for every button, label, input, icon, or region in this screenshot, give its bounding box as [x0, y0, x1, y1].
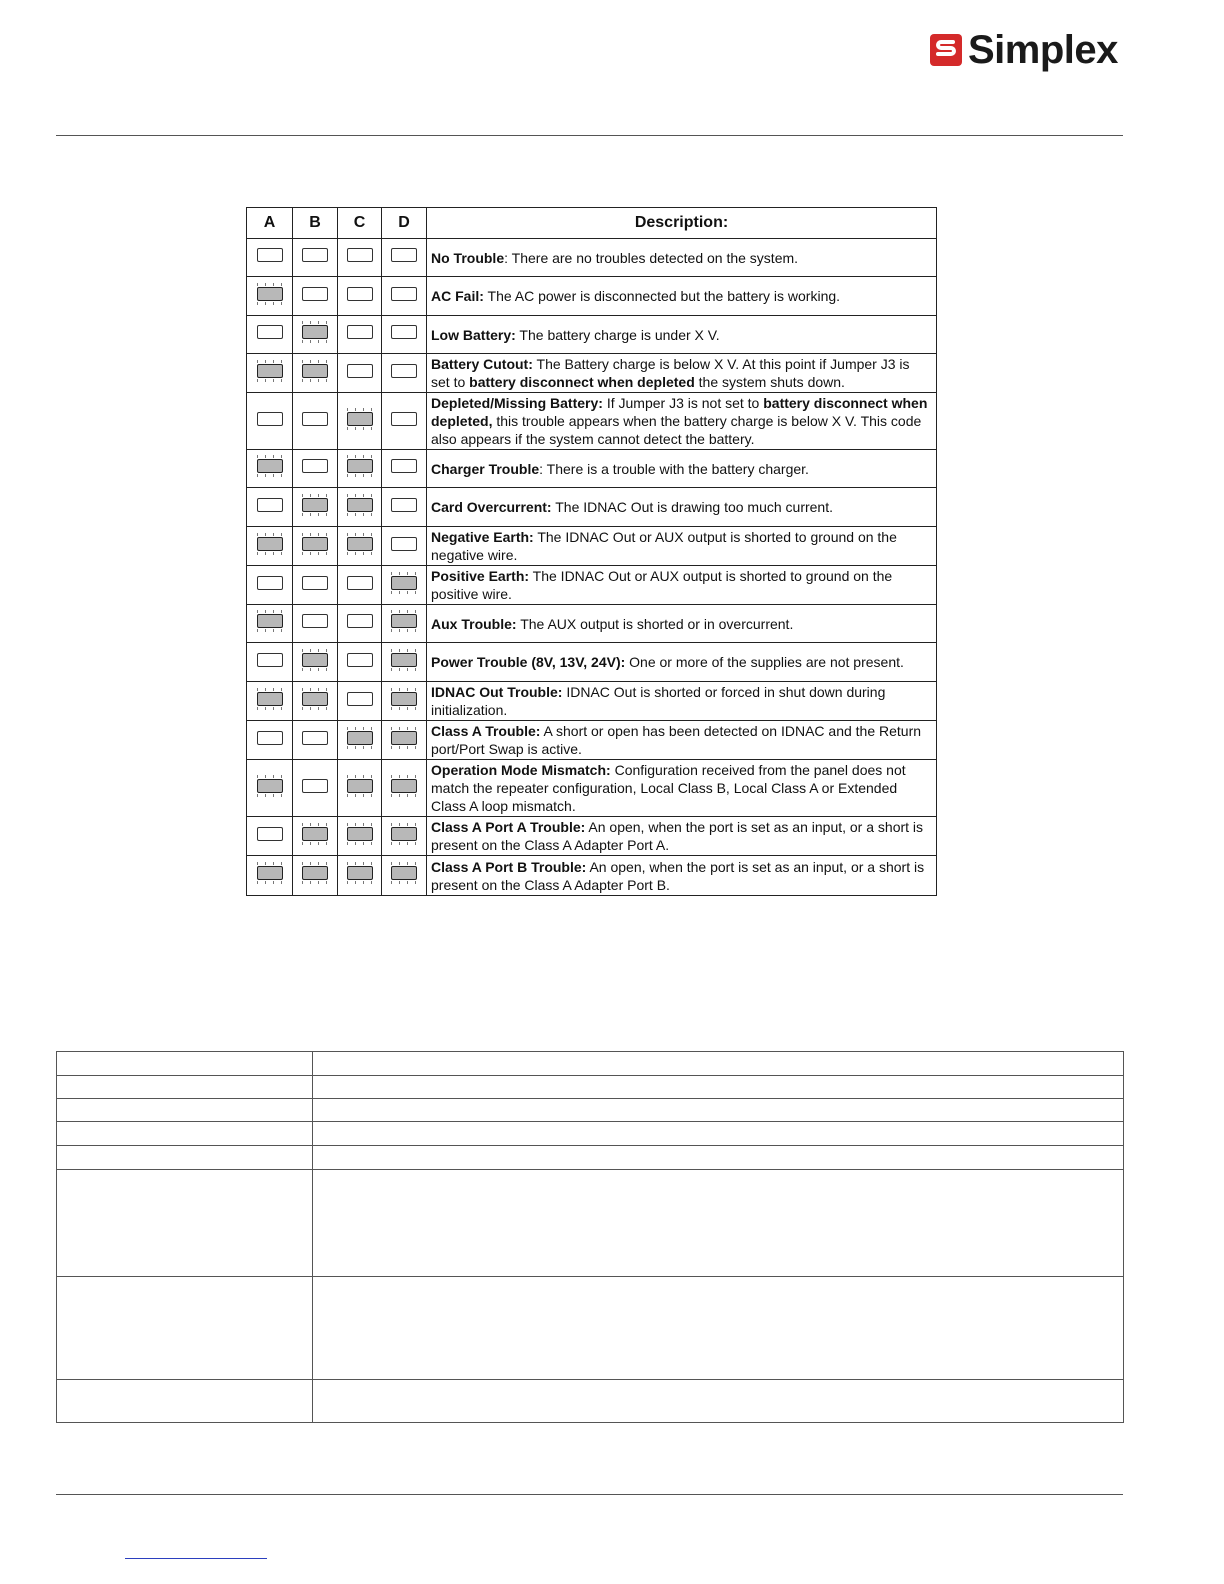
led-cell [338, 643, 382, 682]
trouble-title: Positive Earth: [431, 568, 530, 584]
led-off-icon [347, 692, 373, 706]
trouble-text: The IDNAC Out is drawing too much current. [551, 499, 834, 515]
led-off-icon [302, 287, 328, 301]
description-cell [427, 354, 937, 393]
led-cell [338, 817, 382, 856]
led-cell [293, 354, 338, 393]
trouble-title: Low Battery: [431, 326, 516, 343]
led-cell [382, 239, 427, 277]
table-row [247, 817, 937, 856]
trouble-emphasis: battery disconnect when depleted [469, 374, 695, 390]
led-off-icon [347, 325, 373, 339]
empty-spec-table [56, 1051, 1124, 1423]
led-cell [247, 721, 293, 760]
trouble-text: If Jumper J3 is not set to [602, 395, 764, 411]
description-cell [427, 760, 937, 817]
led-cell [382, 682, 427, 721]
column-header-description: Description: [427, 208, 937, 239]
led-off-icon [257, 576, 283, 590]
trouble-title: Power Trouble (8V, 13V, 24V): [431, 654, 626, 670]
table-row [247, 488, 937, 527]
description-cell [427, 605, 937, 643]
led-off-icon [257, 325, 283, 339]
led-cell [293, 450, 338, 488]
table-row [57, 1122, 1124, 1146]
led-cell [293, 605, 338, 643]
logo-text: Simplex [968, 28, 1118, 72]
led-flashing-icon [347, 537, 373, 551]
led-off-icon [257, 653, 283, 667]
led-cell [338, 605, 382, 643]
led-flashing-icon [391, 614, 417, 628]
table-row [247, 316, 937, 354]
table-cell [57, 1380, 313, 1423]
table-row [247, 277, 937, 316]
led-cell [293, 817, 338, 856]
led-flashing-icon [302, 364, 328, 378]
trouble-title: IDNAC Out Trouble: [431, 684, 563, 700]
led-off-icon [347, 576, 373, 590]
led-flashing-icon [347, 459, 373, 473]
trouble-title: No Trouble [431, 249, 505, 266]
led-cell [382, 817, 427, 856]
footer-link-underline[interactable] [125, 1558, 267, 1559]
table-cell [57, 1052, 313, 1076]
led-flashing-icon [257, 459, 283, 473]
table-row [247, 354, 937, 393]
description-cell [427, 817, 937, 856]
led-flashing-icon [257, 287, 283, 301]
led-cell [247, 488, 293, 527]
trouble-text: One or more of the supplies are not present. [625, 654, 904, 670]
led-cell [293, 566, 338, 605]
description-cell [427, 393, 937, 450]
led-trouble-table [246, 207, 937, 896]
description-cell [427, 450, 937, 488]
trouble-title: Operation Mode Mismatch: [431, 762, 611, 778]
trouble-text-continued: the system shuts down. [694, 374, 845, 390]
led-cell [382, 721, 427, 760]
description-cell [427, 316, 937, 354]
table-row [57, 1380, 1124, 1423]
description-cell [427, 527, 937, 566]
description-cell [427, 277, 937, 316]
header-divider [56, 135, 1123, 136]
led-cell [247, 354, 293, 393]
led-off-icon [347, 248, 373, 262]
led-cell [382, 566, 427, 605]
led-off-icon [302, 459, 328, 473]
table-row [247, 393, 937, 450]
table-cell [57, 1170, 313, 1277]
led-cell [247, 277, 293, 316]
led-cell [338, 527, 382, 566]
led-cell [247, 450, 293, 488]
led-cell [338, 566, 382, 605]
led-off-icon [257, 827, 283, 841]
trouble-text: An open, when the port is set as an input, or a short is present on the Class A Adapter Port B. [431, 858, 925, 893]
trouble-title: Depleted/Missing Battery: [431, 395, 603, 411]
table-cell [313, 1099, 1124, 1122]
table-row [247, 682, 937, 721]
led-cell [293, 393, 338, 450]
trouble-text: The battery charge is under X V. [515, 326, 720, 343]
led-flashing-icon [257, 692, 283, 706]
trouble-title: Negative Earth: [431, 529, 534, 545]
trouble-title: Card Overcurrent: [431, 499, 552, 515]
led-cell [382, 605, 427, 643]
led-cell [247, 393, 293, 450]
description-cell [427, 488, 937, 527]
led-cell [382, 277, 427, 316]
led-off-icon [347, 287, 373, 301]
led-cell [338, 721, 382, 760]
led-cell [338, 682, 382, 721]
table-cell [57, 1277, 313, 1380]
table-row [247, 527, 937, 566]
led-cell [293, 721, 338, 760]
led-cell [338, 316, 382, 354]
led-off-icon [391, 364, 417, 378]
led-off-icon [391, 498, 417, 512]
table-cell [313, 1170, 1124, 1277]
trouble-title: Class A Port A Trouble: [431, 819, 586, 835]
trouble-text: : There is a trouble with the battery charger. [539, 460, 809, 477]
led-flashing-icon [347, 412, 373, 426]
table-row [57, 1146, 1124, 1170]
led-cell [382, 488, 427, 527]
led-cell [293, 239, 338, 277]
table-cell [313, 1380, 1124, 1423]
led-flashing-icon [302, 498, 328, 512]
led-cell [293, 643, 338, 682]
led-flashing-icon [302, 827, 328, 841]
led-flashing-icon [391, 692, 417, 706]
led-cell [382, 856, 427, 896]
led-cell [382, 354, 427, 393]
trouble-emphasis: battery disconnect when depleted, [431, 395, 928, 429]
trouble-text: The AC power is disconnected but the battery is working. [483, 288, 841, 304]
led-off-icon [347, 614, 373, 628]
description-cell [427, 682, 937, 721]
table-row [57, 1099, 1124, 1122]
trouble-text: A short or open has been detected on IDNAC and the Return port/Port Swap is active. [431, 723, 922, 757]
table-cell [313, 1277, 1124, 1380]
led-cell [338, 760, 382, 817]
trouble-title: Class A Trouble: [431, 723, 541, 739]
trouble-text: The IDNAC Out or AUX output is shorted to ground on the positive wire. [431, 568, 893, 602]
led-flashing-icon [391, 866, 417, 880]
led-flashing-icon [347, 779, 373, 793]
led-cell [382, 760, 427, 817]
table-row [247, 450, 937, 488]
led-cell [293, 856, 338, 896]
led-flashing-icon [257, 866, 283, 880]
table-row [247, 643, 937, 682]
led-off-icon [391, 412, 417, 426]
led-flashing-icon [302, 537, 328, 551]
led-flashing-icon [391, 827, 417, 841]
table-row [57, 1277, 1124, 1380]
led-cell [247, 856, 293, 896]
led-cell [293, 316, 338, 354]
led-off-icon [302, 412, 328, 426]
led-off-icon [302, 779, 328, 793]
led-off-icon [302, 248, 328, 262]
led-flashing-icon [302, 653, 328, 667]
led-cell [247, 566, 293, 605]
trouble-title: Class A Port B Trouble: [431, 858, 587, 875]
table-row [57, 1052, 1124, 1076]
led-cell [293, 488, 338, 527]
led-off-icon [257, 412, 283, 426]
led-cell [382, 643, 427, 682]
led-cell [247, 643, 293, 682]
column-header-b: B [293, 208, 338, 239]
led-off-icon [257, 731, 283, 745]
table-row [247, 760, 937, 817]
led-cell [247, 760, 293, 817]
led-cell [293, 527, 338, 566]
led-off-icon [257, 498, 283, 512]
table-cell [57, 1099, 313, 1122]
led-cell [382, 393, 427, 450]
led-flashing-icon [302, 866, 328, 880]
led-cell [338, 393, 382, 450]
table-cell [57, 1122, 313, 1146]
led-cell [382, 450, 427, 488]
led-off-icon [391, 459, 417, 473]
table-row [247, 721, 937, 760]
led-flashing-icon [347, 866, 373, 880]
led-cell [338, 856, 382, 896]
led-off-icon [391, 325, 417, 339]
trouble-text: IDNAC Out is shorted or forced in shut down during initialization. [431, 684, 886, 718]
led-off-icon [391, 287, 417, 301]
led-cell [247, 316, 293, 354]
led-flashing-icon [347, 498, 373, 512]
led-cell [293, 277, 338, 316]
led-cell [338, 354, 382, 393]
table-row [247, 239, 937, 277]
led-off-icon [347, 653, 373, 667]
trouble-title: AC Fail: [431, 288, 484, 304]
table-row [57, 1170, 1124, 1277]
led-off-icon [302, 576, 328, 590]
table-cell [313, 1076, 1124, 1099]
footer-divider [56, 1494, 1123, 1495]
table-row [247, 605, 937, 643]
description-cell [427, 856, 937, 896]
description-cell [427, 566, 937, 605]
led-off-icon [302, 731, 328, 745]
led-cell [247, 682, 293, 721]
led-flashing-icon [391, 576, 417, 590]
trouble-text-continued: this trouble appears when the battery charge is below X V. This code also appears if the system cannot detect the battery. [431, 413, 922, 447]
description-cell [427, 239, 937, 277]
led-off-icon [347, 364, 373, 378]
led-flashing-icon [257, 537, 283, 551]
led-flashing-icon [302, 692, 328, 706]
led-cell [247, 527, 293, 566]
column-header-c: C [338, 208, 382, 239]
led-flashing-icon [257, 364, 283, 378]
led-flashing-icon [302, 325, 328, 339]
trouble-text: : There are no troubles detected on the system. [504, 249, 799, 266]
led-cell [293, 760, 338, 817]
trouble-title: Charger Trouble [431, 460, 540, 477]
trouble-title: Battery Cutout: [431, 356, 533, 372]
column-header-d: D [382, 208, 427, 239]
led-cell [247, 239, 293, 277]
led-off-icon [391, 248, 417, 262]
table-cell [313, 1052, 1124, 1076]
table-row [57, 1076, 1124, 1099]
trouble-text: The Battery charge is below X V. At this point if Jumper J3 is set to [431, 356, 910, 390]
led-flashing-icon [391, 731, 417, 745]
led-cell [338, 450, 382, 488]
simplex-logo [930, 28, 1118, 72]
trouble-text: The IDNAC Out or AUX output is shorted to ground on the negative wire. [431, 529, 897, 563]
led-cell [338, 488, 382, 527]
led-off-icon [391, 537, 417, 551]
trouble-text: An open, when the port is set as an input, or a short is present on the Class A Adapter Port A. [431, 819, 924, 853]
led-cell [293, 682, 338, 721]
led-cell [247, 817, 293, 856]
led-cell [382, 527, 427, 566]
table-cell [57, 1076, 313, 1099]
trouble-text: The AUX output is shorted or in overcurrent. [516, 615, 794, 632]
led-flashing-icon [391, 779, 417, 793]
table-row [247, 856, 937, 896]
description-cell [427, 721, 937, 760]
table-cell [313, 1146, 1124, 1170]
led-table-header [247, 208, 937, 239]
led-flashing-icon [347, 827, 373, 841]
trouble-text: Configuration received from the panel does not match the repeater configuration, Local Class B, Local Class A or Extended Class A loop mismatch. [431, 762, 906, 814]
led-flashing-icon [347, 731, 373, 745]
table-cell [313, 1122, 1124, 1146]
led-off-icon [302, 614, 328, 628]
description-cell [427, 643, 937, 682]
led-cell [338, 239, 382, 277]
led-off-icon [257, 248, 283, 262]
led-cell [338, 277, 382, 316]
table-cell [57, 1146, 313, 1170]
led-cell [382, 316, 427, 354]
led-flashing-icon [257, 614, 283, 628]
trouble-title: Aux Trouble: [431, 615, 517, 632]
led-flashing-icon [391, 653, 417, 667]
table-row [247, 566, 937, 605]
led-cell [247, 605, 293, 643]
simplex-logo-icon [930, 34, 962, 66]
column-header-a: A [247, 208, 293, 239]
led-flashing-icon [257, 779, 283, 793]
